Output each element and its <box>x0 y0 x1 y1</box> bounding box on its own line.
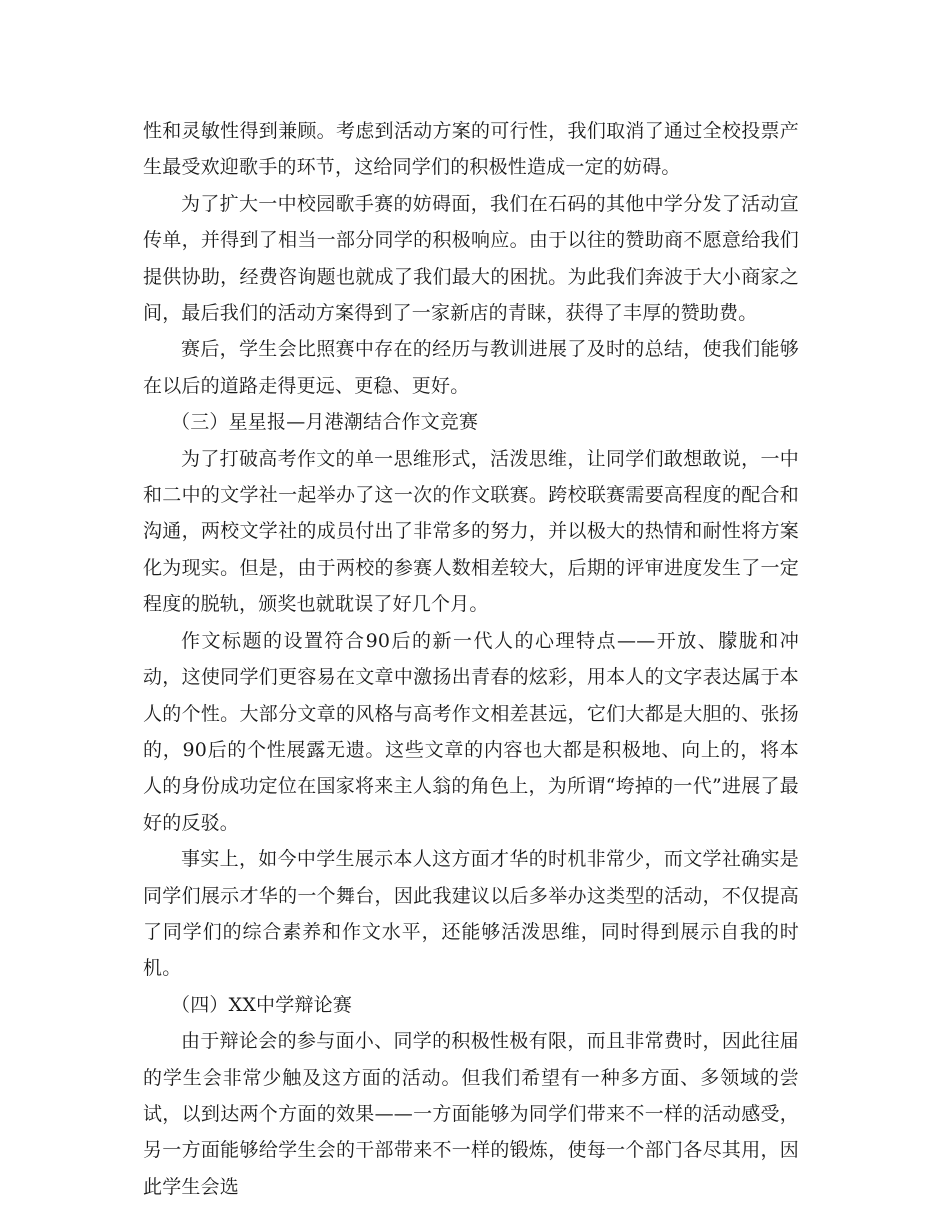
paragraph-3: 赛后，学生会比照赛中存在的经历与教训进展了及时的总结，使我们能够在以后的道路走得更远、更稳、更好。 <box>143 338 799 397</box>
section-heading-3: （三）星星报—月港潮结合作文竞赛 <box>171 411 479 434</box>
paragraph-1: 性和灵敏性得到兼顾。考虑到活动方案的可行性，我们取消了通过全校投票产生最受欢迎歌手的环节，这给同学们的积极性造成一定的妨碍。 <box>143 120 799 179</box>
paragraph-6: 事实上，如今中学生展示本人这方面才华的时机非常少，而文学社确实是同学们展示才华的一个舞台，因此我建议以后多举办这类型的活动，不仅提高了同学们的综合素养和作文水平，还能够活泼思维，同时得到展示自我的时机。 <box>143 848 799 980</box>
section-heading-4: （四）XX中学辩论赛 <box>171 993 353 1016</box>
paragraph-4: 为了打破高考作文的单一思维形式，活泼思维，让同学们敢想敢说，一中和二中的文学社一起举办了这一次的作文联赛。跨校联赛需要高程度的配合和沟通，两校文学社的成员付出了非常多的努力，并以极大的热情和耐性将方案化为现实。但是，由于两校的参赛人数相差较大，后期的评审进度发生了一定程度的脱轨，颁奖也就耽误了好几个月。 <box>143 447 799 616</box>
paragraph-7: 由于辩论会的参与面小、同学的积极性极有限，而且非常费时，因此往届的学生会非常少触及这方面的活动。但我们希望有一种多方面、多领域的尝试，以到达两个方面的效果——一方面能够为同学们带来不一样的活动感受，另一方面能够给学生会的干部带来不一样的锻炼，使每一个部门各尽其用，因此学生会选 <box>143 1030 799 1198</box>
document-body <box>143 113 799 1205</box>
paragraph-2: 为了扩大一中校园歌手赛的妨碍面，我们在石码的其他中学分发了活动宣传单，并得到了相当一部分同学的积极响应。由于以往的赞助商不愿意给我们提供协助，经费咨询题也就成了我们最大的困扰。为此我们奔波于大小商家之间，最后我们的活动方案得到了一家新店的青睐，获得了丰厚的赞助费。 <box>143 192 799 325</box>
paragraph-5: 作文标题的设置符合90后的新一代人的心理特点——开放、朦胧和冲动，这使同学们更容易在文章中激扬出青春的炫彩，用本人的文字表达属于本人的个性。大部分文章的风格与高考作文相差甚远，它们大都是大胆的、张扬的，90后的个性展露无遗。这些文章的内容也大都是积极地、向上的，将本人的身份成功定位在国家将来主人翁的角色上，为所谓“垮掉的一代”进展了最好的反驳。 <box>143 629 799 834</box>
